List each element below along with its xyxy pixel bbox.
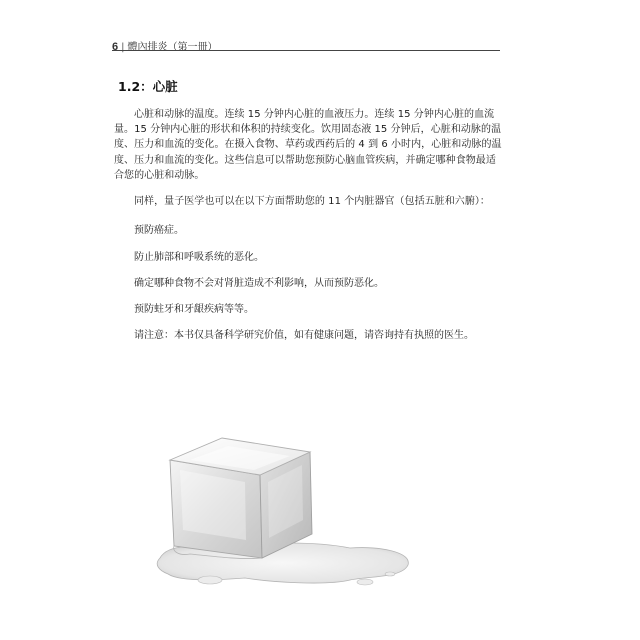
page-number: 6 [112, 41, 119, 53]
disclaimer-note: 请注意：本书仅具备科学研究价值，如有健康问题，请咨询持有执照的医生。 [134, 330, 474, 341]
header-rule [112, 50, 500, 51]
paragraph-organs-intro: 同样，量子医学也可以在以下方面帮助您的 11 个内脏器官（包括五脏和六腑）： [134, 196, 490, 207]
paragraph-heart-info: 心脏和动脉的温度。连续 15 分钟内心脏的血液压力。连续 15 分钟内心脏的血流量。15 分钟内心脏的形状和体积的持续变化。饮用固态液 15 分钟后，心脏和动脉的温度、压力和血流的变化。在摄入食物、草药或西药后的 4 到 6 小时内，心脏和动脉的温度、压力和血流的变化。这些信息可以帮助您预防心脑血管疾病，并确定哪种食物最适合您的心脏和动脉。 [114, 109, 502, 181]
ice-cube-illustration [150, 430, 430, 590]
section-title: 1.2：心脏 [118, 79, 178, 94]
header-separator: | [121, 42, 125, 53]
list-item: 确定哪种食物不会对肾脏造成不利影响，从而预防恶化。 [134, 278, 384, 289]
book-title: 體內排炎（第一冊） [127, 42, 218, 53]
list-item: 预防蛀牙和牙龈疾病等等。 [134, 304, 254, 315]
list-item: 防止肺部和呼吸系统的恶化。 [134, 252, 264, 263]
list-item: 预防癌症。 [134, 225, 184, 236]
